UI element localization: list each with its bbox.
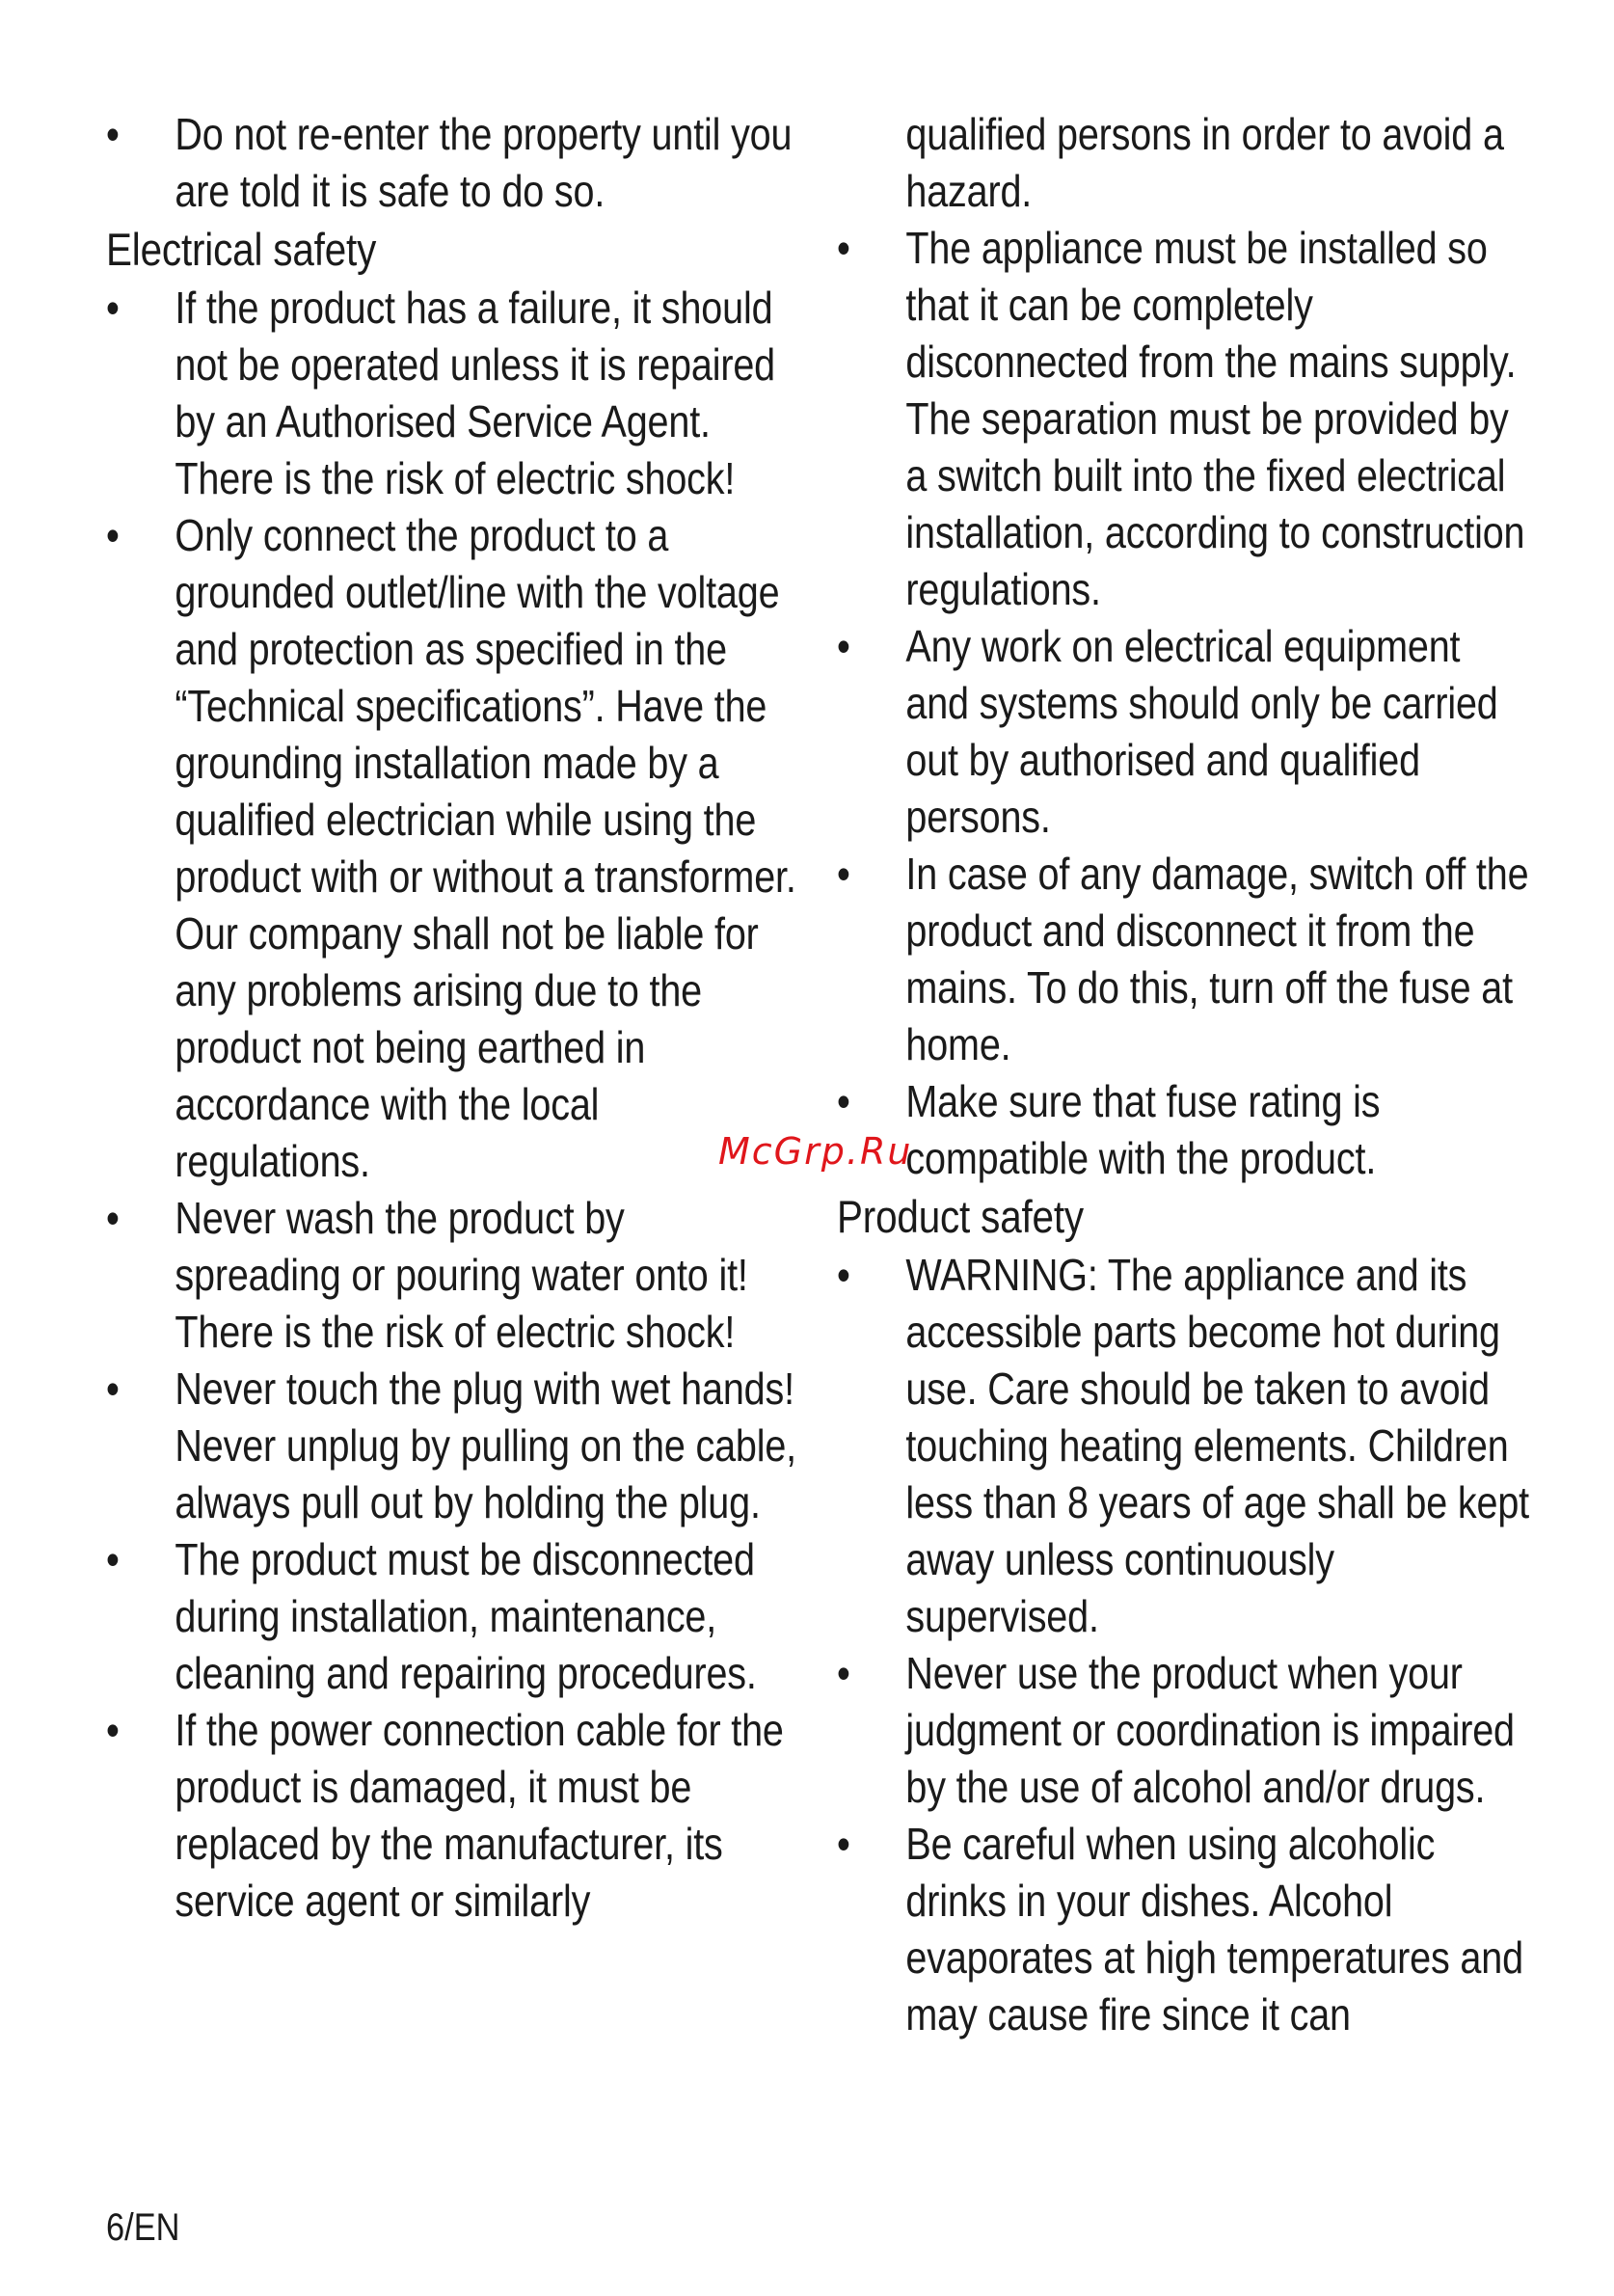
continued-text: qualified persons in order to avoid a hazard.	[905, 109, 1504, 216]
list-item: • Make sure that fuse rating is compatible with the product.	[837, 1073, 1531, 1187]
right-column	[837, 106, 1531, 2043]
left-column	[106, 106, 800, 1930]
list-item: • If the product has a failure, it should not be operated unless it is repaired by an Authorised Service Agent. There is the risk of electric shock!	[106, 280, 800, 507]
product-safety-list	[837, 1247, 1531, 2043]
list-item: • Any work on electrical equipment and systems should only be carried out by authorised and qualified persons.	[837, 618, 1531, 846]
list-item: • Do not re-enter the property until you are told it is safe to do so.	[106, 106, 800, 220]
list-item: • The product must be disconnected during installation, maintenance, cleaning and repairing procedures.	[106, 1531, 800, 1702]
list-item: • Never use the product when your judgment or coordination is impaired by the use of alcohol and/or drugs.	[837, 1645, 1531, 1816]
list-item: • If the power connection cable for the product is damaged, it must be replaced by the manufacturer, its service agent or similarly	[106, 1702, 800, 1930]
electrical-safety-list-continued	[837, 220, 1531, 1187]
list-item: • WARNING: The appliance and its accessible parts become hot during use. Care should be taken to avoid touching heating elements. Children less than 8 years of age shall be kept away unless continuously supervised.	[837, 1247, 1531, 1645]
list-item: • Be careful when using alcoholic drinks in your dishes. Alcohol evaporates at high temperatures and may cause fire since it can	[837, 1816, 1531, 2043]
section-heading-electrical-safety: Electrical safety	[106, 224, 377, 275]
list-item: • In case of any damage, switch off the product and disconnect it from the mains. To do this, turn off the fuse at home.	[837, 846, 1531, 1073]
list-item: • The appliance must be installed so that it can be completely disconnected from the mains supply. The separation must be provided by a switch built into the fixed electrical installation, according to construction regulations.	[837, 220, 1531, 618]
page-number: 6/EN	[106, 2206, 180, 2249]
electrical-safety-list	[106, 280, 800, 1930]
section-heading-product-safety: Product safety	[837, 1191, 1084, 1242]
list-item: • Never touch the plug with wet hands! Never unplug by pulling on the cable, always pull out by holding the plug.	[106, 1361, 800, 1531]
list-item: • Never wash the product by spreading or pouring water onto it! There is the risk of electric shock!	[106, 1190, 800, 1361]
list-item: • Only connect the product to a grounded outlet/line with the voltage and protection as specified in the “Technical specifications”. Have the grounding installation made by a qualified electrician while using the product with or without a transformer. Our company shall not be liable for any problems arising due to the product not being earthed in accordance with the local regulations.	[106, 507, 800, 1190]
watermark: McGrp.Ru	[718, 1130, 913, 1173]
intro-list	[106, 106, 800, 220]
